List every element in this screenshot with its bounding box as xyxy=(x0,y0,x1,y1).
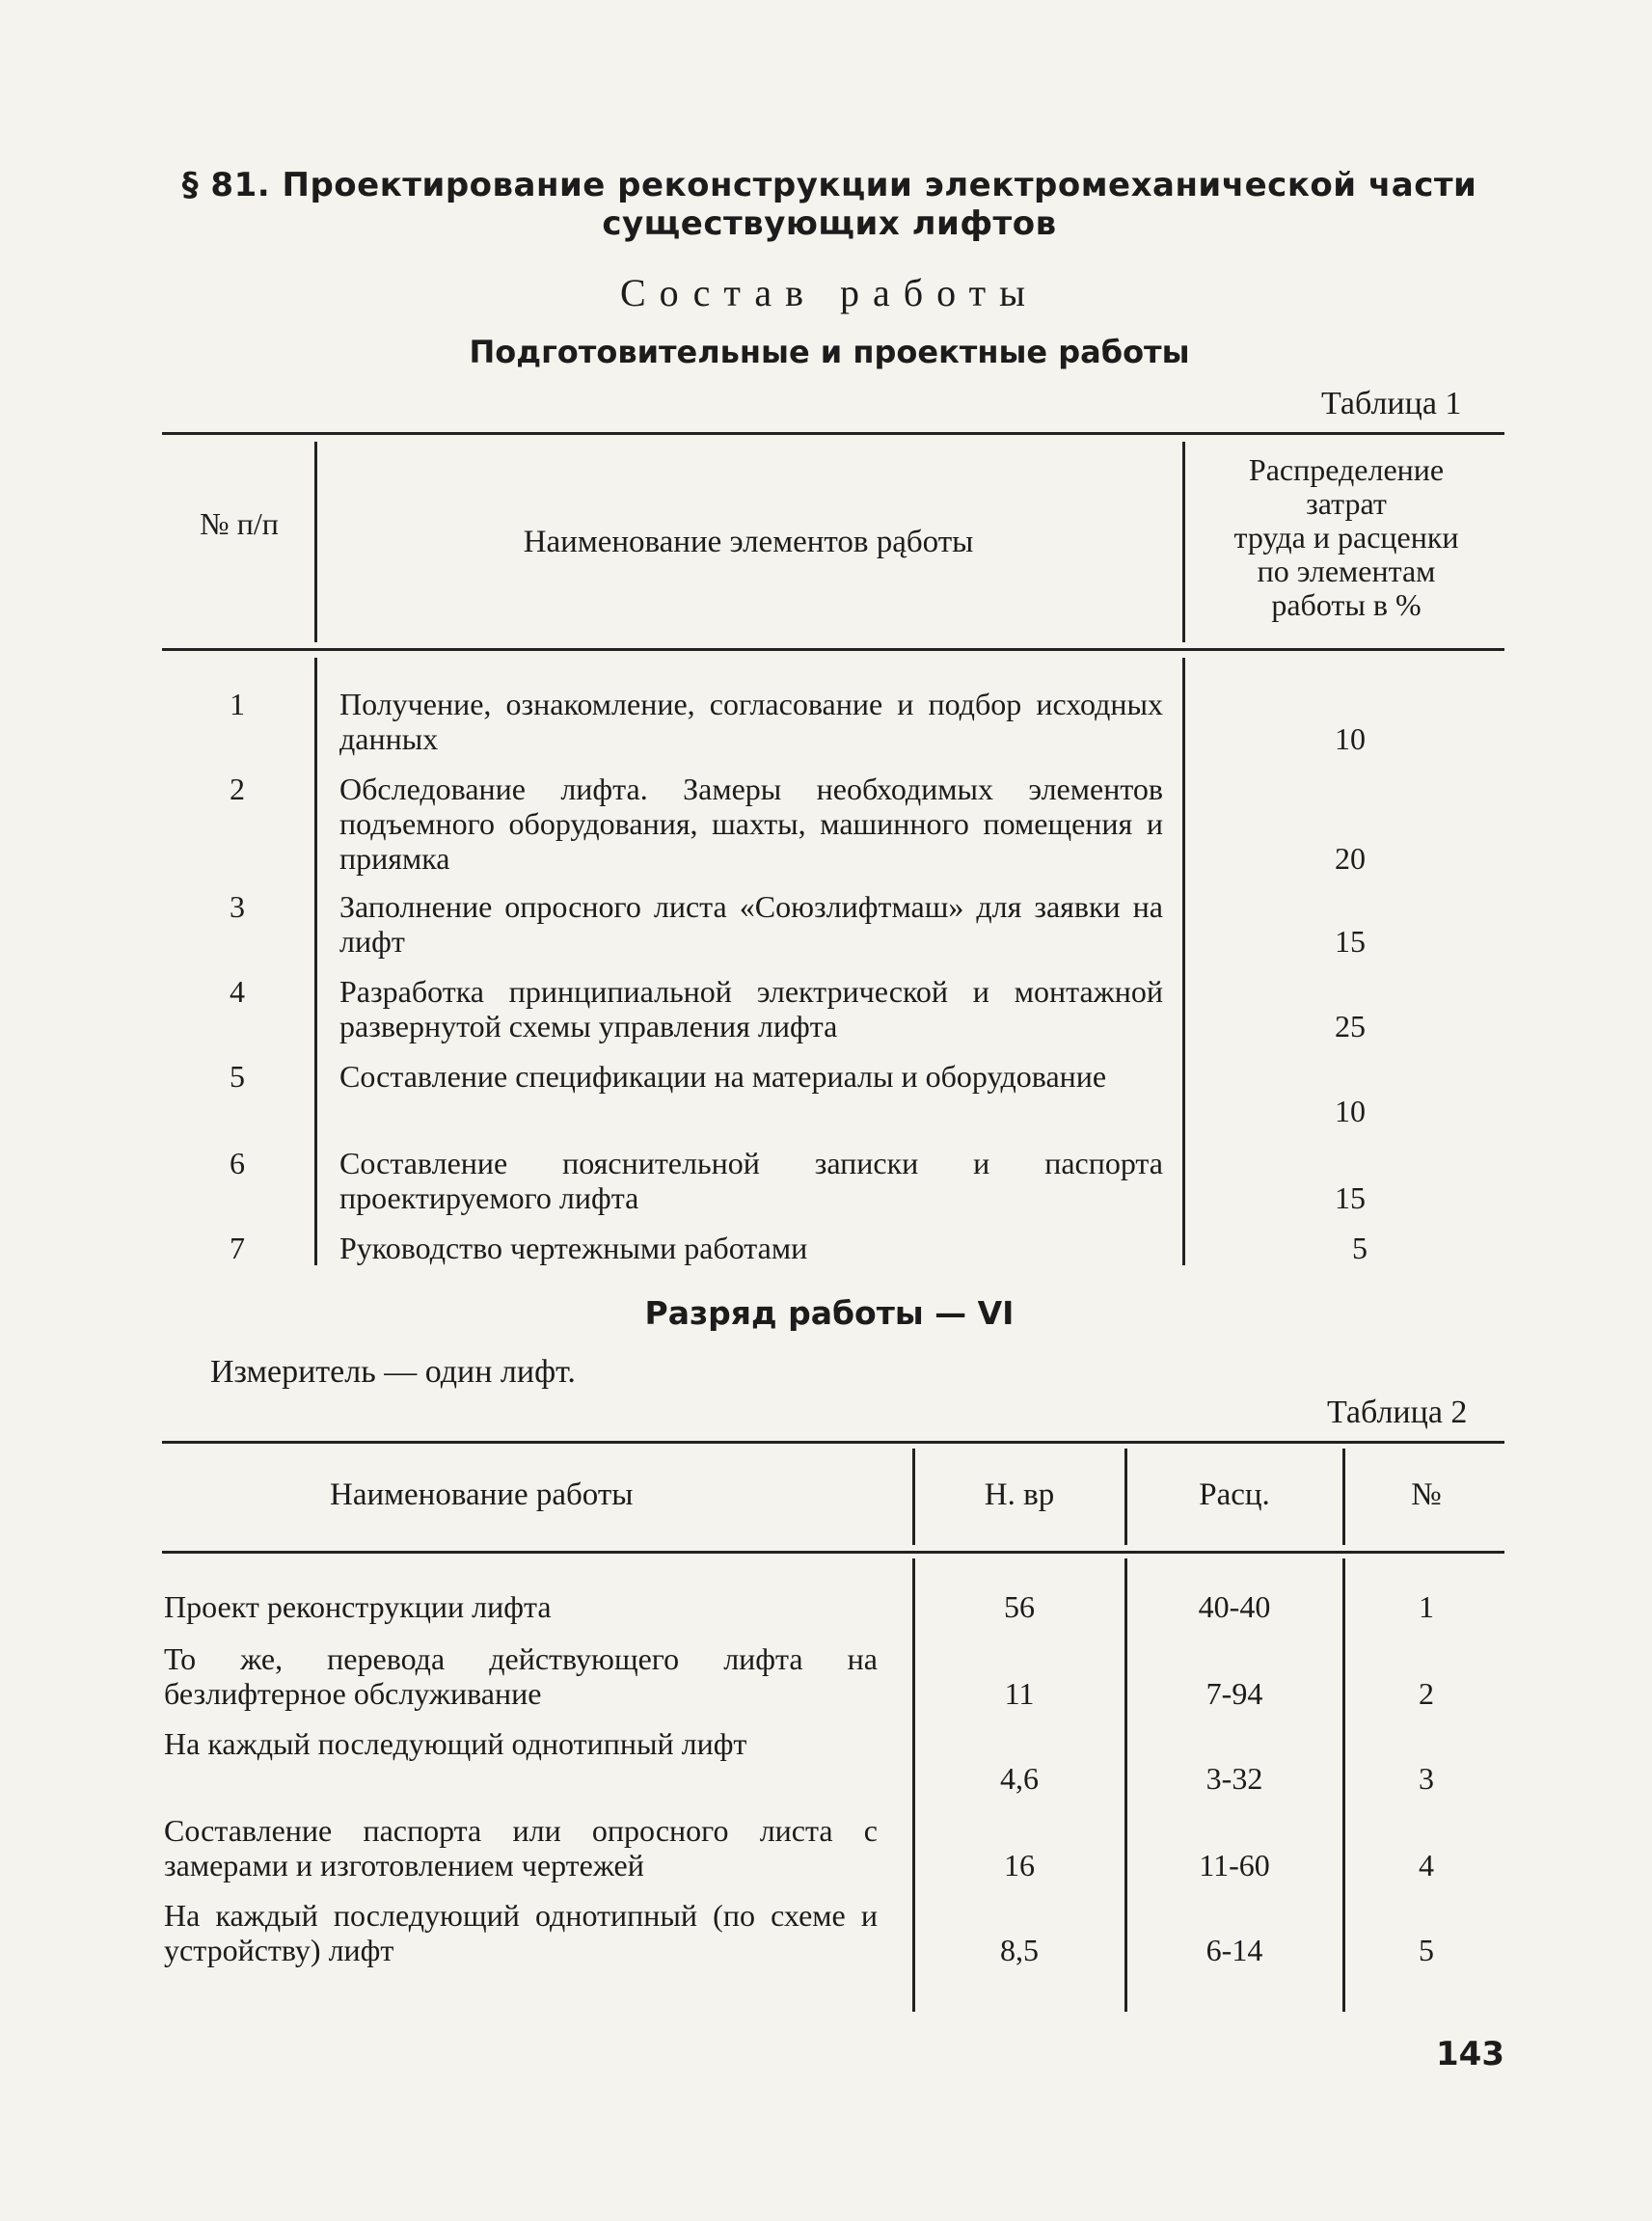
table2-caption: Таблица 2 xyxy=(1327,1395,1468,1430)
table2-header-name: Наименование работы xyxy=(330,1477,634,1512)
table1-row-name: Составление пояснительной записки и паспорта проектируемого лифта xyxy=(339,1146,1163,1215)
table2-row-rate: 7-94 xyxy=(1205,1676,1263,1711)
section-title xyxy=(164,166,1495,243)
table2-row-no: 1 xyxy=(1419,1589,1434,1624)
table1-row-pct: 15 xyxy=(1335,1180,1366,1215)
table1-body-divider-1 xyxy=(314,658,317,1265)
table1-header-dist-line4: по элементам xyxy=(1257,554,1436,588)
table1-row-no: 7 xyxy=(230,1231,245,1265)
table1-row-no: 4 xyxy=(230,974,245,1009)
table2-body-divider-1 xyxy=(912,1558,915,2012)
table2-header-rule xyxy=(162,1551,1504,1554)
table1-row-name: Получение, ознакомление, согласование и подбор исходных данных xyxy=(339,687,1163,756)
table2-row-rate: 6-14 xyxy=(1205,1933,1263,1967)
section-title-line2: существующих лифтов xyxy=(602,204,1057,243)
table2-row-time: 16 xyxy=(1004,1848,1035,1882)
table1-header-divider-1 xyxy=(314,442,317,642)
table2-body-divider-2 xyxy=(1124,1558,1127,2012)
table1-header-dist-line3: труда и расценки xyxy=(1233,520,1459,555)
table2-body-divider-3 xyxy=(1342,1558,1345,2012)
table2-row-no: 2 xyxy=(1419,1676,1434,1711)
table2-row-rate: 3-32 xyxy=(1205,1761,1263,1796)
measure-unit: Измеритель — один лифт. xyxy=(210,1354,576,1390)
table1-row-name: Разработка принципиальной электрической и монтажной развернутой схемы управления лифта xyxy=(339,974,1163,1043)
table1-header-dist-line2: затрат xyxy=(1306,486,1387,521)
table2-row-name: На каждый последующий однотипный лифт xyxy=(164,1726,747,1761)
table1-row-no: 3 xyxy=(230,889,245,924)
table2-row-no: 5 xyxy=(1419,1933,1434,1967)
table1-row-name: Руководство чертежными работами xyxy=(339,1231,808,1265)
table1-row-no: 6 xyxy=(230,1146,245,1180)
table2-row-name: На каждый последующий однотипный (по схеме и устройству) лифт xyxy=(164,1898,878,1967)
table1-caption: Таблица 1 xyxy=(1321,386,1462,421)
table1-top-rule xyxy=(162,432,1504,435)
table2-row-time: 56 xyxy=(1004,1589,1035,1624)
table1-header-distribution xyxy=(1188,453,1504,622)
table2-row-name: То же, перевода действующего лифта на безлифтерное обслуживание xyxy=(164,1641,878,1711)
table2-header-no: № xyxy=(1411,1477,1442,1512)
table2-header-rate: Расц. xyxy=(1199,1477,1270,1512)
table2-row-name: Проект реконструкции лифта xyxy=(164,1589,552,1624)
section-title-line1: § 81. Проектирование реконструкции электромеханической части xyxy=(181,166,1477,204)
table2-row-time: 4,6 xyxy=(1000,1761,1039,1796)
table1-row-pct: 5 xyxy=(1352,1231,1368,1265)
table1-row-pct: 10 xyxy=(1335,1094,1366,1128)
table2-row-no: 3 xyxy=(1419,1761,1434,1796)
table2-row-name: Составление паспорта или опросного листа с замерами и изготовлением чертежей xyxy=(164,1813,878,1882)
table1-row-pct: 25 xyxy=(1335,1009,1366,1043)
table1-row-name: Составление спецификации на материалы и оборудование xyxy=(339,1059,1107,1094)
table1-row-name: Обследование лифта. Замеры необходимых элементов подъемного оборудования, шахты, машинного помещения и приямка xyxy=(339,772,1163,876)
table2-header-divider-2 xyxy=(1124,1449,1127,1545)
table1-row-pct: 10 xyxy=(1335,721,1366,756)
table1-header-dist-line1: Распределение xyxy=(1248,452,1445,487)
table1-header-no: № п/п xyxy=(200,506,279,541)
work-rank: Разряд работы — VI xyxy=(644,1294,1015,1332)
table2-row-time: 11 xyxy=(1004,1676,1035,1711)
table1-row-pct: 20 xyxy=(1335,841,1366,876)
table1-row-no: 1 xyxy=(230,687,245,721)
table1-header-name: Наименование элементов рąботы xyxy=(523,525,974,559)
table1-header-rule xyxy=(162,648,1504,651)
table2-row-time: 8,5 xyxy=(1000,1933,1039,1967)
table1-body-divider-2 xyxy=(1182,658,1185,1265)
table2-header-time: Н. вр xyxy=(984,1477,1055,1512)
subheading: Подготовительные и проектные работы xyxy=(469,334,1190,370)
table1-header-divider-2 xyxy=(1182,442,1185,642)
table2-header-divider-1 xyxy=(912,1449,915,1545)
page-number: 143 xyxy=(1436,2035,1504,2073)
composition-heading: Состав работы xyxy=(620,271,1039,314)
table1-row-name: Заполнение опросного листа «Союзлифтмаш» для заявки на лифт xyxy=(339,889,1163,959)
table2-row-rate: 11-60 xyxy=(1199,1848,1270,1882)
table2-row-no: 4 xyxy=(1419,1848,1434,1882)
table1-row-no: 5 xyxy=(230,1059,245,1094)
table2-row-rate: 40-40 xyxy=(1198,1589,1271,1624)
table1-header-dist-line5: работы в % xyxy=(1271,587,1422,622)
table1-row-pct: 15 xyxy=(1335,924,1366,959)
table2-header-divider-3 xyxy=(1342,1449,1345,1545)
table2-top-rule xyxy=(162,1441,1504,1444)
table1-row-no: 2 xyxy=(230,772,245,806)
